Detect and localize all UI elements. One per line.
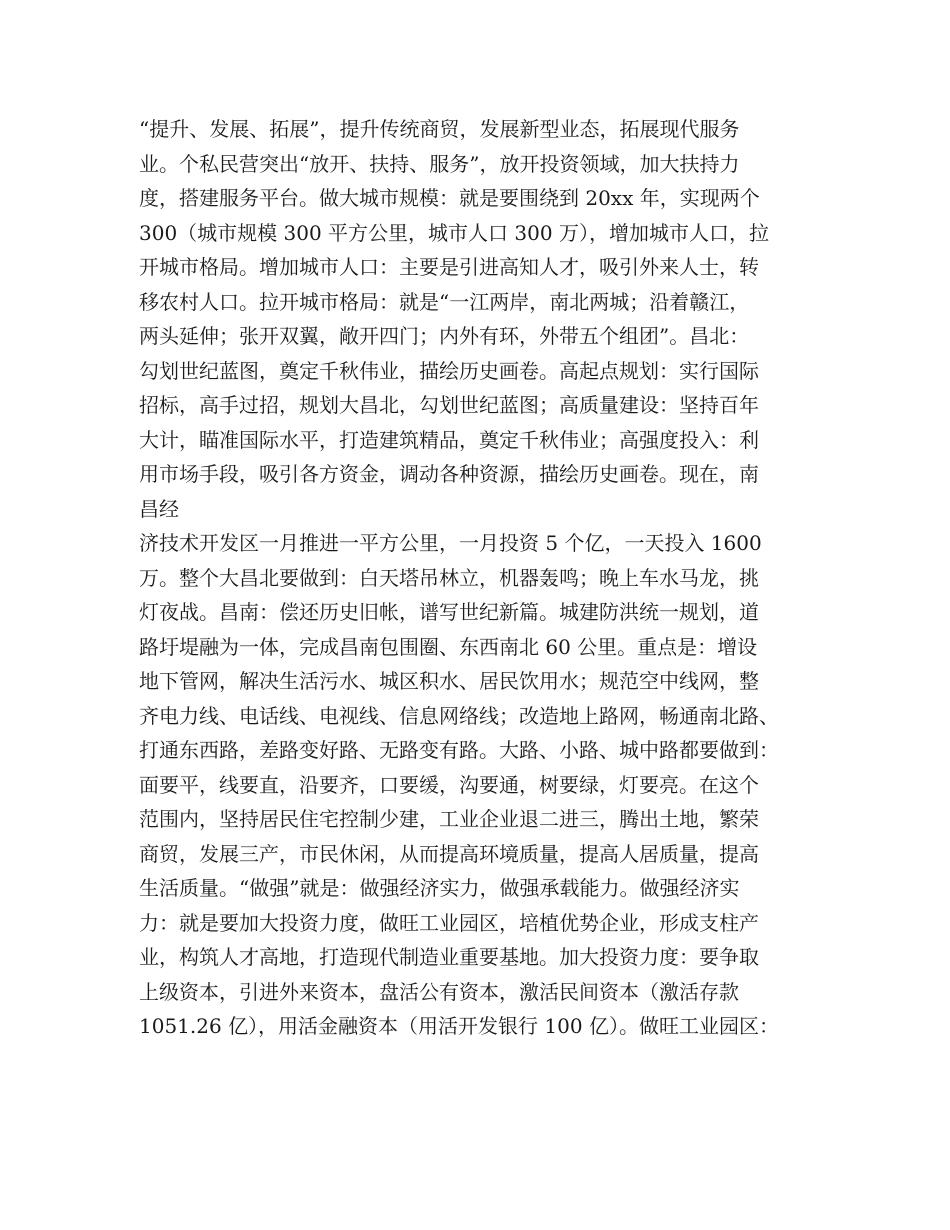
text-line: 灯夜战。昌南：偿还历史旧帐，谱写世纪新篇。城建防洪统一规划，道: [139, 600, 759, 624]
text-line: 上级资本，引进外来资本，盘活公有资本，激活民间资本（激活存款: [139, 979, 739, 1004]
body-text: [139, 112, 839, 1044]
text-line: 面要平，线要直，沿要齐，口要缓，沟要通，树要绿，灯要亮。在这个: [139, 772, 759, 797]
text-line: 商贸，发展三产，市民休闲，从而提高环境质量，提高人居质量，提高: [139, 841, 759, 866]
text-line: 度，搭建服务平台。做大城市规模：就是要围绕到 20xx 年，实现两个: [139, 186, 760, 210]
text-line: 生活质量。“做强”就是：做强经济实力，做强承载能力。做强经济实: [139, 876, 740, 900]
text-line: “提升、发展、拓展”，提升传统商贸，发展新型业态，拓展现代服务: [139, 117, 740, 141]
text-line: 路圩堤融为一体，完成昌南包围圈、东西南北 60 公里。重点是：增设: [139, 634, 758, 659]
text-line: 招标，高手过招，规划大昌北，勾划世纪蓝图；高质量建设：坚持百年: [139, 393, 759, 417]
text-line: 业。个私民营突出“放开、扶持、服务”，放开投资领域，加大扶持力: [139, 151, 740, 176]
text-line: 1051.26 亿），用活金融资本（用活开发银行 100 亿）。做旺工业园区：: [139, 1014, 779, 1038]
text-line: 济技术开发区一月推进一平方公里，一月投资 5 个亿，一天投入 1600: [139, 531, 762, 555]
text-line: 大计，瞄准国际水平，打造建筑精品，奠定千秋伟业；高强度投入：利: [139, 427, 759, 452]
text-line: 两头延伸；张开双翼，敞开四门；内外有环，外带五个组团”。昌北：: [139, 324, 750, 348]
text-line: 用市场手段，吸引各方资金，调动各种资源，描绘历史画卷。现在，南: [139, 462, 759, 486]
text-line: 开城市格局。增加城市人口：主要是引进高知人才，吸引外来人士，转: [139, 255, 759, 279]
text-line: 300（城市规模 300 平方公里，城市人口 300 万），增加城市人口，拉: [139, 220, 769, 245]
text-line: 万。整个大昌北要做到：白天塔吊林立，机器轰鸣；晚上车水马龙，挑: [139, 565, 759, 590]
text-line: 移农村人口。拉开城市格局：就是“一江两岸，南北两城；沿着赣江，: [139, 289, 750, 314]
text-line: 打通东西路，差路变好路、无路变有路。大路、小路、城中路都要做到：: [139, 738, 779, 762]
text-line: 业，构筑人才高地，打造现代制造业重要基地。加大投资力度：要争取: [139, 945, 759, 969]
text-line: 力：就是要加大投资力度，做旺工业园区，培植优势企业，形成支柱产: [139, 910, 759, 935]
text-line: 昌经: [139, 496, 179, 521]
text-line: 齐电力线、电话线、电视线、信息网络线；改造地上路网，畅通南北路、: [139, 703, 779, 728]
text-line: 地下管网，解决生活污水、城区积水、居民饮用水；规范空中线网，整: [139, 669, 759, 693]
text-line: 勾划世纪蓝图，奠定千秋伟业，描绘历史画卷。高起点规划：实行国际: [139, 358, 759, 383]
text-line: 范围内，坚持居民住宅控制少建，工业企业退二进三，腾出土地，繁荣: [139, 807, 759, 831]
